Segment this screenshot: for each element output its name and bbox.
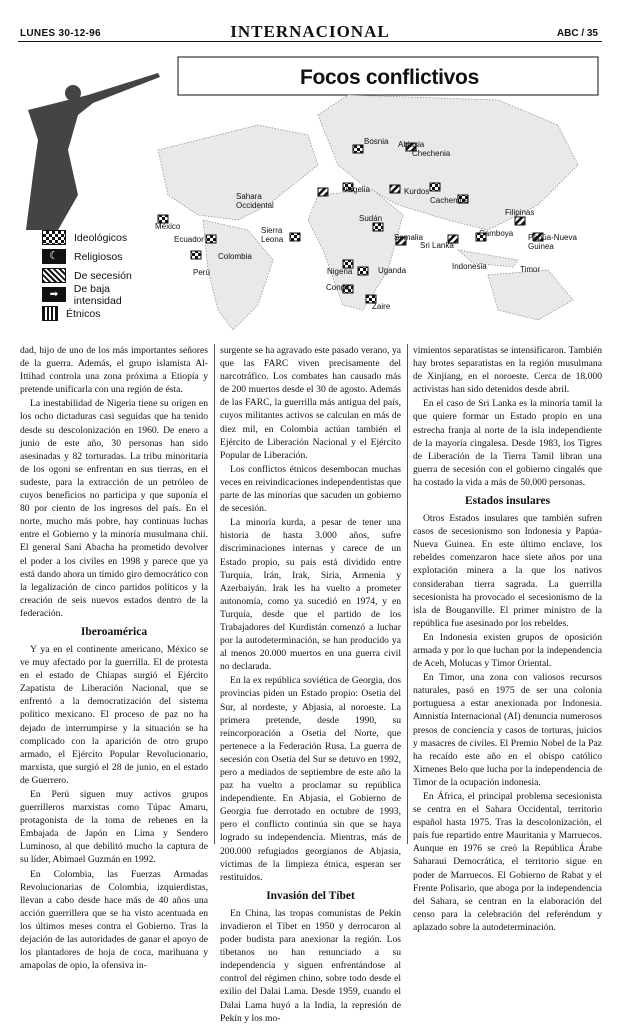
graphic-title: Focos conflictivos: [300, 66, 479, 89]
column-rule: [407, 344, 408, 844]
article-column-2: [220, 344, 401, 1026]
map-label-bosnia: Bosnia: [364, 137, 389, 146]
map-label-peru: Perú: [193, 268, 210, 277]
checker-swatch-icon: [42, 230, 66, 245]
map-label-sudan: Sudán: [359, 214, 383, 223]
legend-item-baja-intensidad: ➡ De baja intensidad: [42, 285, 160, 304]
paragraph: En Perú siguen muy activos grupos guerrilleros marxistas como Túpac Amaru, protagonista de la toma de rehenes en la Embajada de Japón en Lima y Sendero Luminoso, al que debilitó mucho la captura de su líder, Abimael Guzmán en 1992.: [20, 789, 208, 866]
map-label-papua-nueva-guinea: Papúa-Nueva Guinea: [528, 233, 577, 251]
paragraph: En el caso de Sri Lanka es la minoría tamil la que quiere formar un Estado propio en una estrecha franja al norte de la isla independiente de la mayoría cingalesa. Desde 1983, los Tigres de Liberación de la Tierra Tamil libran una guerra de secesión con el gobierno cingalés que ha costado la vida a más de 50.000 personas.: [413, 398, 602, 488]
map-label-cachemira: Cachemira: [430, 196, 469, 205]
paragraph: dad, hijo de uno de los más importantes señores de la guerra. Además, el grupo islamista Al-Ittihad controla una zona próxima a Etiopía y pretende unificarla con una región de ésta.: [20, 345, 208, 396]
map-label-indonesia: Indonesia: [452, 262, 487, 271]
paragraph: En África, el principal problema secesionista se centra en el Sahara Occidental, territorio español hasta 1975. Tras la descolonización, el país fue repartido entre Mauritania y Marruecos. Aunque en 1976 se creó la República Árabe Saharaui Democrática, el territorio sigue en poder de Marruecos. El Gobierno de Rabat y el Frente Polisario, que aboga por la independencia del Sahara, se centran en la elaboración del censo para la celebración del referéndum y aplazado sobre la autodeterminación.: [413, 791, 602, 933]
paragraph: En Indonesia existen grupos de oposición armada y por lo que luchan por la independencia de Aceh, Molucas y Timor Oriental.: [413, 631, 602, 670]
map-label-colombia: Colombia: [218, 252, 252, 261]
map-label-timor: Timor: [520, 265, 541, 274]
crescent-icon: ☾: [42, 249, 66, 264]
warrior-illustration: [26, 73, 160, 230]
map-label-filipinas: Filipinas: [505, 208, 535, 217]
page-header: [0, 0, 620, 42]
map-label-chechenia: Chechenia: [412, 149, 451, 158]
arrow-swatch-icon: ➡: [42, 287, 66, 302]
legend-item-ideologicos: Ideológicos: [42, 228, 160, 247]
section-title: INTERNACIONAL: [230, 22, 390, 41]
subheading: Invasión del Tíbet: [266, 889, 355, 902]
paragraph: surgente se ha agravado este pasado verano, ya que las FARC viven precisamente del narcotráfico. Los combates han causado más de 200 muertos desde el 30 de agosto. Además de las FARC, la guerrilla más antigua del país, cuyos militantes activos se calculan en más de diez mil, en Colombia actúan también el Ejército de Liberación Nacional y el Ejército Popular de Liberación.: [220, 345, 401, 461]
stripes-swatch-icon: [42, 268, 66, 283]
page-date: LUNES 30-12-96: [20, 28, 101, 39]
africa-shape: [308, 190, 403, 310]
article-column-1: [20, 344, 208, 973]
paragraph: La minoría kurda, a pesar de tener una historia de hasta 3.000 años, sufre discriminaciones internas y carece de un Estado propio, su país está dividido entre Turquía, Irán, Irak, Siria, Armenia y Azerbaiyán. Irak les ha vuelto a prometer autonomía, como ya sucedió en 1974, y en Turquía, desde que el partido de los Trabajadores del Kurdistán comenzó a luchar por la autodeterminación, se han producido ya al menos 20.000 muertos en una guerra civil no declarada.: [220, 517, 401, 673]
column-rule: [214, 344, 215, 844]
paragraph: Y ya en el continente americano, México se ve muy afectado por la guerrilla. El de protesta en el estado de Chiapas surgió el Ejército Zapatista de Liberación Nacional, que se enfrentó a la democratización del sistema político mexicano. El proceso de paz no ha dejado de interrumpirse y la situación se ha complicado con la aparición de otro grupo armado, el Ejército Popular Revolucionario, marxista, que surgió el 28 de junio, en el estado de Guerrero.: [20, 643, 208, 786]
paragraph: Los conflictos étnicos desembocan muchas veces en reivindicaciones independentistas que parte de las minorías que sacuden un gobierno de secesión.: [220, 463, 401, 515]
map-label-sri-lanka: Sri Lanka: [420, 241, 454, 250]
australia-shape: [488, 270, 573, 320]
article-column-3: [413, 344, 602, 935]
paragraph: En China, las tropas comunistas de Pekín invadieron el Tíbet en 1950 y derrocaron al poder budista para anexionar la región. Los tibetanos no han renunciado a su independencia y siguen enfrentándose al control del régimen chino, sobre todo desde el exilio del Dalai Lama. Desde 1959, cuando el Dalai Lama huyó a la India, la represión de Pekín y los mo-: [220, 907, 401, 1024]
map-label-kurdos: Kurdos: [404, 187, 430, 196]
bars-swatch-icon: [42, 306, 58, 321]
legend-item-secesion: De secesión: [42, 266, 160, 285]
map-label-argelia: Argelia: [345, 185, 370, 194]
map-label-somalia: Somalia: [394, 233, 423, 242]
paragraph: En Colombia, las Fuerzas Armadas Revolucionarias de Colombia, izquierdistas, llevan a cabo desde hace más de 40 años una acción guerrillera que se ha visto acentuada en los últimos meses contra el Gobierno. Tras la dejación de las autoridades de ganar el apoyo de los plantadores de hoja de coca, marihuana y amapolas de opio, la ofensiva in-: [20, 868, 208, 972]
paragraph: vimientos separatistas se intensificaron. También hay brotes separatistas en la región musulmana de Xinjiang, en el noroeste. Cerca de 18.000 activistas han sido detenidos desde abril.: [413, 345, 602, 396]
map-label-nigeria: Nigeria: [327, 267, 353, 276]
paragraph: La inestabilidad de Nigeria tiene su origen en los ocho dictaduras casi seguidas que ha tenido desde su descolonización en 1960. De enero a junio de este año, 30 personas han sido asesinadas y 82 torturadas. La tribu minoritaria de los ogoni se enfrentan en sus tierras, en el sudeste, para la extracción de un petróleo de cuyos beneficios no participa y que suponía el 80 por ciento de los ingresos del país. En el norte, mucho más pobre, hay continuas luchas entre el Gobierno y la minoría musulmana chií. El general Sani Abacha ha prometido devolver el poder a los civiles en 1998 y parece que ya está dando ahora un tímido giro democrático con la legalización de cinco partidos políticos y la creación de seis nuevos estados dentro de la federación.: [20, 398, 208, 619]
map-label-mexico: México: [155, 222, 181, 231]
map-label-congo: Congo: [326, 283, 350, 292]
legend-item-religiosos: ☾ Religiosos: [42, 247, 160, 266]
paragraph: Otros Estados insulares que también sufren casos de secesionismo son Indonesia y Papúa-Nueva Guinea. En este último enclave, los rebeldes comenzaron hace siete años por una explotación minera a la que los nativos consideraban tierra sagrada. La guerrilla secesionista ha provocado el secesionismo de la isla de Bouganville. El primer ministro de la república fue asesinado por los rebeldes.: [413, 513, 602, 629]
page-number: ABC / 35: [556, 28, 598, 39]
map-label-camboya: Camboya: [479, 229, 514, 238]
paragraph: En la ex república soviética de Georgia, dos provincias piden un Estado propio: Osetia del Sur, al nordeste, y Abjasia, al noroeste. La primera pretende, desde 1990, su reincorporación a Osetia del Norte, que pertenece a la Federación Rusa. La guerra de secesión con Osetia del Sur se detuvo en 1992, pero a mediados de septiembre de este año la paz ha vuelto a proclamar su república independiente. En Abjasia, el Gobierno de Georgia fue derrotado en octubre de 1993, pero el conflicto continúa sin que se haya logrado su independencia. Mientras, más de 200.000 refugiados georgianos de Abjasia, víctimas de la limpieza étnica, esperan ser restituidos.: [220, 675, 401, 883]
legend-item-etnicos: Étnicos: [42, 304, 160, 323]
subheading: Estados insulares: [464, 495, 551, 508]
map-label-ecuador: Ecuador: [174, 235, 204, 244]
paragraph: En Timor, una zona con valiosos recursos naturales, pasó en 1975 de ser una colonia portuguesa a estar anexionada por Indonesia. Amnistía Internacional (AI) denuncia numerosos presos de conciencia y casos de torturas, juicios y masacres de civiles. El Premio Nobel de la Paz ha recaído este año en el obispo católico Ximenes Belo que lucha por la independencia de Timor de la ocupación indonesia.: [413, 672, 602, 788]
map-legend: [42, 228, 160, 323]
map-label-abjasia: Abjasia: [398, 140, 425, 149]
header-rule: [18, 41, 602, 42]
subheading: Iberoamérica: [80, 625, 148, 638]
map-label-sierra-leona: Sierra Leona: [261, 226, 284, 244]
map-label-zaire: Zaire: [372, 302, 391, 311]
map-label-sahara: Sahara Occidental: [236, 192, 274, 210]
map-label-uganda: Uganda: [378, 266, 407, 275]
